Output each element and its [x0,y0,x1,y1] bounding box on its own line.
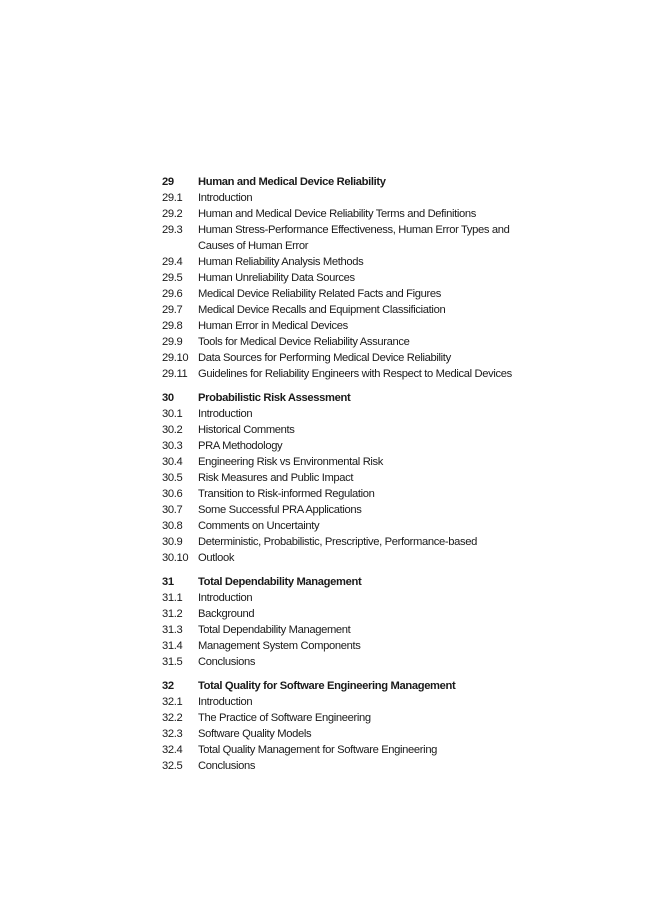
section-title: Total Dependability Management [198,624,351,636]
chapter-title: Human and Medical Device Reliability [198,176,386,188]
section-entry[interactable] [162,190,522,206]
section-number: 32.5 [162,760,183,772]
section-entry[interactable] [162,710,522,726]
section-entry[interactable] [162,758,522,774]
table-of-contents [162,174,522,782]
section-title: Human Stress-Performance Effectiveness, Human Error Types and Causes of Human Error [198,224,510,252]
section-entry[interactable] [162,654,522,670]
section-entry[interactable] [162,334,522,350]
section-title: Tools for Medical Device Reliability Assurance [198,336,410,348]
section-entry[interactable] [162,590,522,606]
section-title: Total Quality Management for Software Engineering [198,744,438,756]
section-entry[interactable] [162,534,522,550]
chapter-title: Total Dependability Management [198,576,362,588]
section-title: Risk Measures and Public Impact [198,472,354,484]
chapter-heading[interactable] [162,574,522,590]
chapter-number: 31 [162,576,174,588]
chapter-number: 29 [162,176,174,188]
section-title: Comments on Uncertainty [198,520,320,532]
section-number: 29.2 [162,208,183,220]
section-entry[interactable] [162,206,522,222]
section-title: Human Reliability Analysis Methods [198,256,364,268]
section-entry[interactable] [162,694,522,710]
section-entry[interactable] [162,318,522,334]
chapter-32 [162,678,522,774]
section-number: 32.4 [162,744,183,756]
section-number: 29.3 [162,224,183,236]
chapter-number: 32 [162,680,174,692]
section-entry[interactable] [162,726,522,742]
section-title: Conclusions [198,656,256,668]
section-entry[interactable] [162,366,522,382]
section-title: Human and Medical Device Reliability Terms and Definitions [198,208,476,220]
section-entry[interactable] [162,550,522,566]
section-entry[interactable] [162,422,522,438]
section-number: 29.8 [162,320,183,332]
section-number: 31.2 [162,608,183,620]
section-number: 30.1 [162,408,183,420]
section-number: 32.3 [162,728,183,740]
section-number: 31.4 [162,640,183,652]
chapter-title: Probabilistic Risk Assessment [198,392,351,404]
section-entry[interactable] [162,518,522,534]
section-number: 29.5 [162,272,183,284]
section-number: 30.7 [162,504,183,516]
section-number: 30.8 [162,520,183,532]
section-title: PRA Methodology [198,440,283,452]
section-number: 29.1 [162,192,183,204]
section-entry[interactable] [162,270,522,286]
section-number: 29.9 [162,336,183,348]
section-title: Transition to Risk-informed Regulation [198,488,375,500]
chapter-31 [162,574,522,670]
section-entry[interactable] [162,502,522,518]
section-number: 30.5 [162,472,183,484]
section-entry[interactable] [162,742,522,758]
section-entry[interactable] [162,222,522,254]
section-number: 31.3 [162,624,183,636]
section-entry[interactable] [162,470,522,486]
chapter-number: 30 [162,392,174,404]
chapter-heading[interactable] [162,174,522,190]
section-title: Data Sources for Performing Medical Device Reliability [198,352,451,364]
section-number: 29.4 [162,256,183,268]
section-number: 30.9 [162,536,183,548]
section-title: Conclusions [198,760,256,772]
section-number: 29.6 [162,288,183,300]
section-number: 31.5 [162,656,183,668]
section-number: 30.10 [162,552,189,564]
section-entry[interactable] [162,302,522,318]
section-number: 30.3 [162,440,183,452]
section-number: 32.2 [162,712,183,724]
section-number: 30.6 [162,488,183,500]
section-title: Introduction [198,592,253,604]
section-number: 30.2 [162,424,183,436]
section-title: Some Successful PRA Applications [198,504,362,516]
section-number: 32.1 [162,696,183,708]
chapter-heading[interactable] [162,678,522,694]
section-title: Engineering Risk vs Environmental Risk [198,456,384,468]
section-entry[interactable] [162,622,522,638]
section-title: Medical Device Reliability Related Facts and Figures [198,288,441,300]
section-entry[interactable] [162,486,522,502]
section-title: Guidelines for Reliability Engineers with Respect to Medical Devices [198,368,512,380]
section-title: Human Error in Medical Devices [198,320,348,332]
section-number: 29.7 [162,304,183,316]
section-title: Deterministic, Probabilistic, Prescriptive, Performance-based [198,536,477,548]
section-entry[interactable] [162,438,522,454]
section-title: Historical Comments [198,424,295,436]
chapter-29 [162,174,522,382]
section-title: The Practice of Software Engineering [198,712,371,724]
section-entry[interactable] [162,286,522,302]
section-title: Software Quality Models [198,728,312,740]
chapter-30 [162,390,522,566]
section-title: Introduction [198,408,253,420]
section-number: 30.4 [162,456,183,468]
section-title: Introduction [198,696,253,708]
section-number: 31.1 [162,592,183,604]
section-title: Medical Device Recalls and Equipment Classificiation [198,304,446,316]
section-number: 29.11 [162,368,188,380]
section-entry[interactable] [162,638,522,654]
section-title: Background [198,608,255,620]
section-title: Introduction [198,192,253,204]
section-title: Management System Components [198,640,361,652]
section-title: Outlook [198,552,235,564]
section-entry[interactable] [162,254,522,270]
section-entry[interactable] [162,350,522,366]
section-number: 29.10 [162,352,189,364]
section-entry[interactable] [162,454,522,470]
section-title: Human Unreliability Data Sources [198,272,355,284]
chapter-title: Total Quality for Software Engineering Management [198,680,456,692]
chapter-heading[interactable] [162,390,522,406]
section-entry[interactable] [162,606,522,622]
section-entry[interactable] [162,406,522,422]
